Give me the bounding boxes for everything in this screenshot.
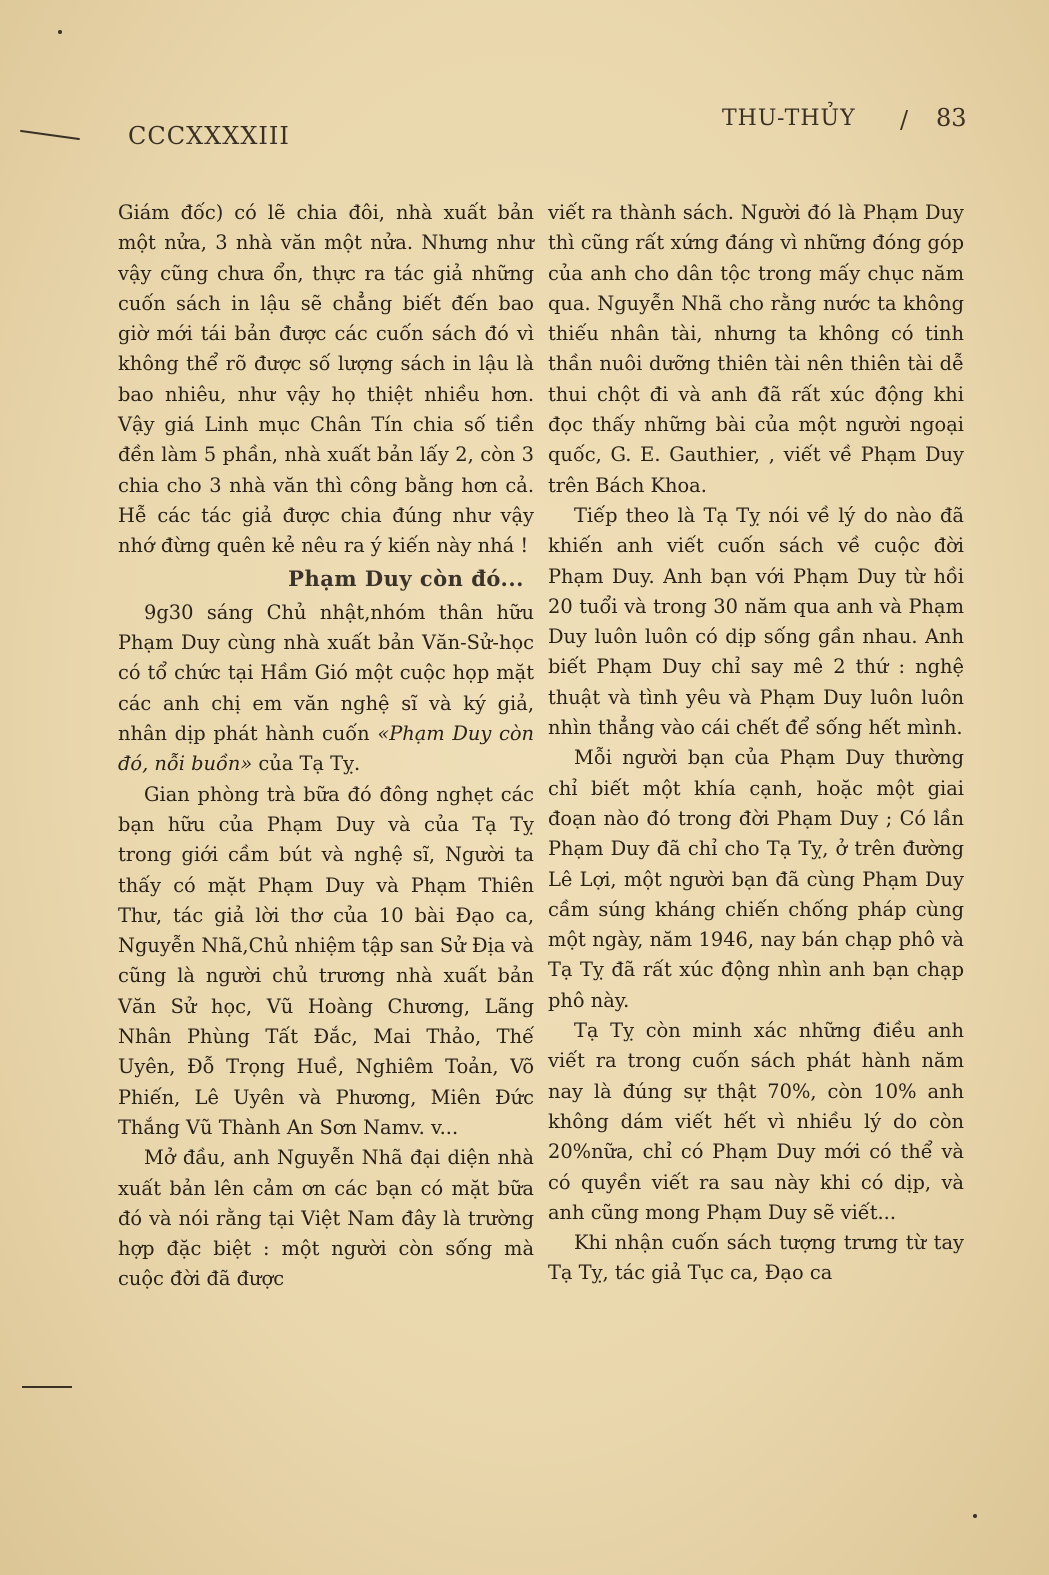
subheading: Phạm Duy còn đó... — [288, 565, 524, 591]
book-title: «Phạm Duy còn đó, nỗi buồn» — [118, 722, 535, 776]
section-number: CCCXXXXIII — [128, 122, 290, 150]
left-column — [118, 198, 534, 1295]
paragraph-text: của Tạ Tỵ. — [252, 752, 361, 776]
paragraph: Gian phòng trà bữa đó đông nghẹt các bạn hữu của Phạm Duy và của Tạ Tỵ trong giới cầm bút và nghệ sĩ, Người ta thấy có mặt Phạm Duy và Phạm Thiên Thư, tác giả lời thơ của 10 bài Đạo ca, Nguyễn Nhã,Chủ nhiệm tập san Sử Địa và cũng là người chủ trương nhà xuất bản Văn Sử học, Vũ Hoàng Chương, Lãng Nhân Phùng Tất Đắc, Mai Thảo, Thế Uyên, Đỗ Trọng Huề, Nghiêm Toản, Võ Phiến, Lê Uyên và Phương, Miên Đức Thắng Vũ Thành An Sơn Namv. v... — [118, 782, 534, 1139]
paragraph: Mỗi người bạn của Phạm Duy thường chỉ biết một khía cạnh, hoặc một giai đoạn nào đó trong đời Phạm Duy ; Có lần Phạm Duy đã chỉ cho Tạ Tỵ, ở trên đường Lê Lợi, một người bạn đã cùng Phạm Duy cầm súng kháng chiến chống pháp cùng một ngày, năm 1946, nay bán chạp phô và Tạ Tỵ đã rất xúc động nhìn anh bạn chạp phô này. — [548, 746, 964, 1012]
right-column — [548, 198, 964, 1289]
ink-speck — [58, 30, 62, 34]
margin-mark — [22, 1386, 72, 1388]
paragraph: viết ra thành sách. Người đó là Phạm Duy thì cũng rất xứng đáng vì những đóng góp của anh cho dân tộc trong mấy chục năm qua. Nguyễn Nhã cho rằng nước ta không thiếu nhân tài, nhưng ta không có tinh thần nuôi dưỡng thiên tài nên thiên tài dễ thui chột đi và anh đã rất xúc động khi đọc thấy những bài của một người ngoại quốc, G. E. Gauthier, , viết về Phạm Duy trên Bách Khoa. — [548, 201, 964, 497]
running-header — [0, 104, 1049, 150]
ink-speck — [973, 1514, 977, 1518]
paragraph: Tiếp theo là Tạ Tỵ nói về lý do nào đã khiến anh viết cuốn sách về cuộc đời Phạm Duy. Anh bạn với Phạm Duy từ hồi 20 tuổi và trong 30 năm qua anh và Phạm Duy luôn luôn có dịp sống gần nhau. Anh biết Phạm Duy chỉ say mê 2 thứ : nghệ thuật và tình yêu và Phạm Duy luôn luôn nhìn thẳng vào cái chết để sống hết mình. — [548, 503, 964, 740]
page-number: 83 — [936, 104, 967, 132]
paragraph: Khi nhận cuốn sách tượng trưng từ tay Tạ Tỵ, tác giả Tục ca, Đạo ca — [548, 1231, 964, 1285]
paragraph — [118, 598, 534, 780]
header-separator: / — [900, 106, 909, 134]
running-title: THU-THỦY — [722, 106, 856, 131]
paragraph: Giám đốc) có lẽ chia đôi, nhà xuất bản một nửa, 3 nhà văn một nửa. Nhưng như vậy cũng chưa ổn, thực ra tác giả những cuốn sách in lậu sẽ chẳng biết đến bao giờ mới tái bản được các cuốn sách đó vì không thể rõ được số lượng sách in lậu là bao nhiêu, như vậy họ thiệt nhiều hơn. Vậy giá Linh mục Chân Tín chia số tiền đền làm 5 phần, nhà xuất bản lấy 2, còn 3 chia cho 3 nhà văn thì công bằng hơn cả. Hễ các tác giả được chia đúng như vậy nhớ đừng quên kẻ nêu ra ý kiến này nhá ! — [118, 201, 534, 558]
paragraph-text: 9g30 sáng Chủ nhật,nhóm thân hữu Phạm Duy cùng nhà xuất bản Văn-Sử-học có tổ chức tại Hầm Gió một cuộc họp mặt các anh chị em văn nghệ sĩ và ký giả, nhân dịp phát hành cuốn — [118, 600, 534, 746]
paragraph: Mở đầu, anh Nguyễn Nhã đại diện nhà xuất bản lên cảm ơn các bạn có mặt bữa đó và nói rằng tại Việt Nam đây là trường hợp đặc biệt : một người còn sống mà cuộc đời đã được — [118, 1146, 534, 1291]
paragraph: Tạ Tỵ còn minh xác những điều anh viết ra trong cuốn sách phát hành năm nay là đúng sự thật 70%, còn 10% anh không dám viết hết vì nhiều lý do còn 20%nữa, chỉ có Phạm Duy mới có thể và có quyền viết ra sau này khi có dịp, và anh cũng mong Phạm Duy sẽ viết... — [548, 1019, 964, 1224]
